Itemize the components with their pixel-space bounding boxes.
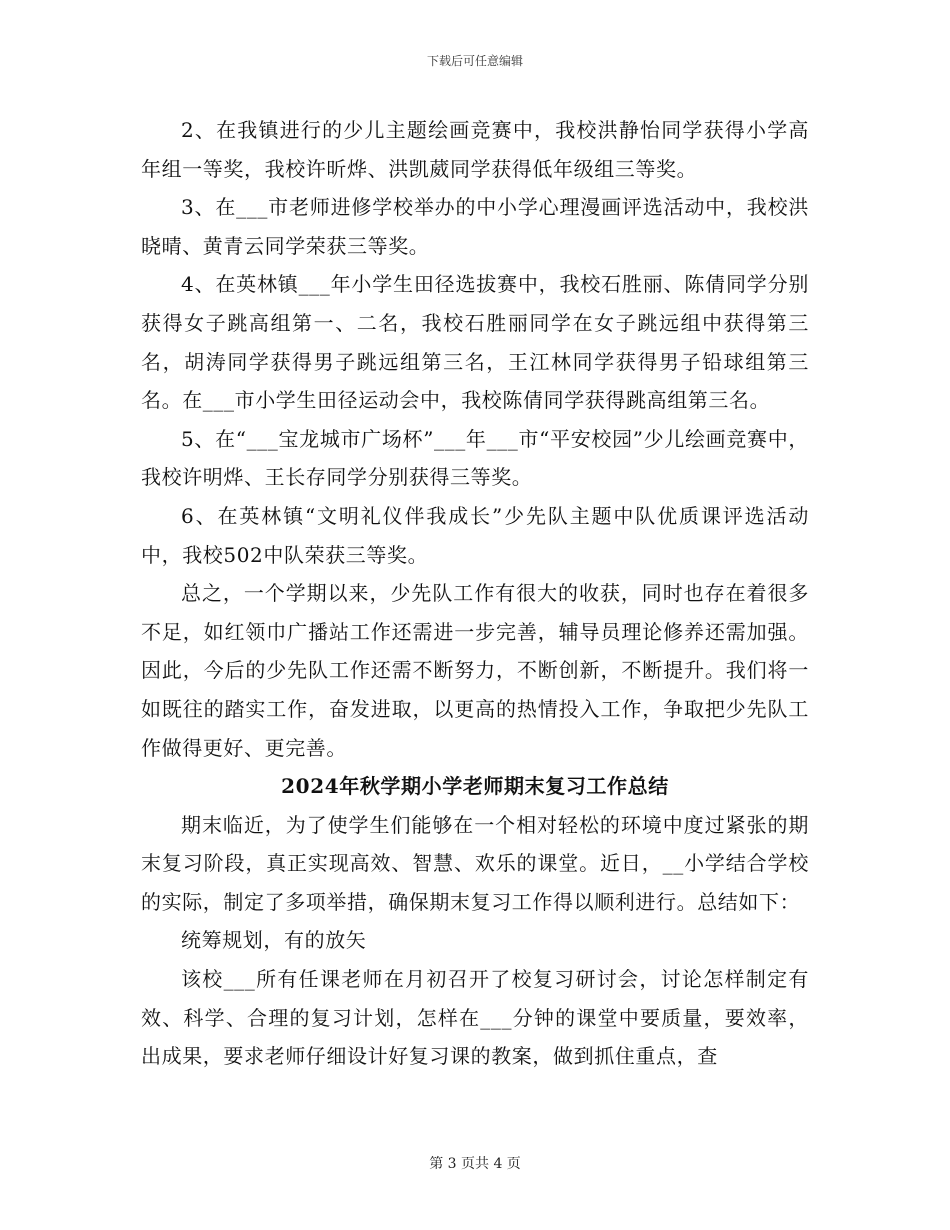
page-number: 第 3 页共 4 页 bbox=[429, 1156, 521, 1172]
paragraph-award-3: 3、在___市老师进修学校举办的中小学心理漫画评选活动中，我校洪晓晴、黄青云同学荣获三等奖。 bbox=[141, 195, 809, 258]
paragraph-intro: 期末临近，为了使学生们能够在一个相对轻松的环境中度过紧张的期末复习阶段，真正实现高效、智慧、欢乐的课堂。近日，__小学结合学校的实际，制定了多项举措，确保期末复习工作得以顺利进行。总结如下： bbox=[141, 812, 809, 914]
page-header-note: 下载后可任意编辑 bbox=[426, 54, 523, 68]
paragraph-planning: 该校___所有任课老师在月初召开了校复习研讨会，讨论怎样制定有效、科学、合理的复习计划，怎样在___分钟的课堂中要质量，要效率，出成果，要求老师仔细设计好复习课的教案，做到抓住重点，查 bbox=[141, 967, 809, 1069]
subheading-planning: 统筹规划，有的放矢 bbox=[181, 928, 367, 953]
document-body bbox=[141, 111, 809, 1076]
paragraph-award-2: 2、在我镇进行的少儿主题绘画竞赛中，我校洪静怡同学获得小学高年组一等奖，我校许昕烨、洪凯葳同学获得低年级组三等奖。 bbox=[141, 118, 809, 181]
paragraph-award-5: 5、在“___宝龙城市广场杯”___年___市“平安校园”少儿绘画竞赛中，我校许明烨、王长存同学分别获得三等奖。 bbox=[141, 426, 809, 490]
paragraph-award-6: 6、在英林镇“文明礼仪伴我成长”少先队主题中队优质课评选活动中，我校502中队荣获三等奖。 bbox=[141, 503, 809, 567]
paragraph-award-4: 4、在英林镇___年小学生田径选拔赛中，我校石胜丽、陈倩同学分别获得女子跳高组第一、二名，我校石胜丽同学在女子跳远组中获得第三名，胡涛同学获得男子跳远组第三名，王江林同学获得男子铅球组第三名。在___市小学生田径运动会中，我校陈倩同学获得跳高组第三名。 bbox=[141, 272, 809, 413]
section-heading: 2024年秋学期小学老师期末复习工作总结 bbox=[281, 774, 669, 799]
paragraph-summary: 总之，一个学期以来，少先队工作有很大的收获，同时也存在着很多不足，如红领巾广播站工作还需进一步完善，辅导员理论修养还需加强。因此，今后的少先队工作还需不断努力，不断创新，不断提升。我们将一如既往的踏实工作，奋发进取，以更高的热情投入工作，争取把少先队工作做得更好、更完善。 bbox=[141, 581, 809, 760]
